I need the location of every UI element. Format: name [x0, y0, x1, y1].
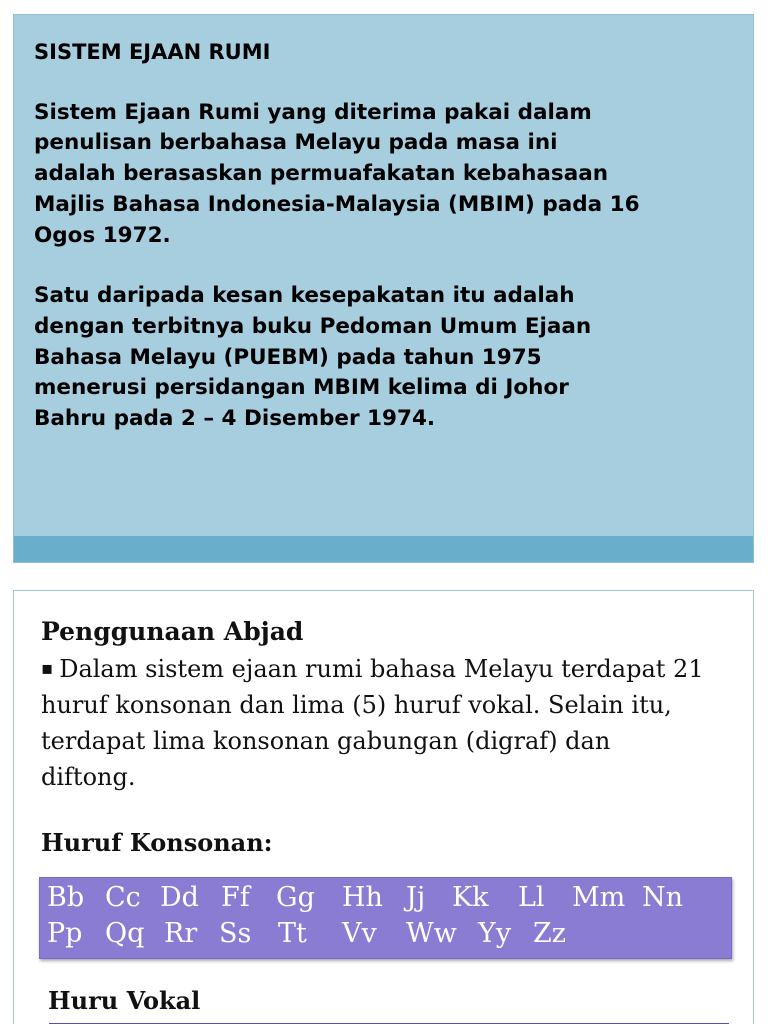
- letter-pair: Ll: [518, 882, 545, 913]
- letter-pair: Hh: [342, 882, 383, 913]
- paragraph-2: [34, 281, 744, 435]
- letter-pair: Gg: [276, 882, 315, 913]
- letter-pair: Dd: [160, 882, 199, 913]
- paragraph-1-line: adalah berasaskan permuafakatan kebahasaan: [34, 161, 609, 187]
- letter-pair: Yy: [478, 918, 512, 949]
- slide-2-heading: Penggunaan Abjad: [41, 617, 304, 646]
- paragraph-1-line: penulisan berbahasa Melayu pada masa ini: [34, 130, 558, 156]
- slide-1-bottom-bar: [14, 536, 753, 562]
- paragraph-1: [34, 98, 744, 252]
- slide-2: [13, 590, 754, 1024]
- paragraph-1-line: Sistem Ejaan Rumi yang diterima pakai dalam: [34, 99, 592, 125]
- paragraph-2-line: Satu daripada kesan kesepakatan itu adalah: [34, 283, 575, 309]
- paragraph-1-line: Majlis Bahasa Indonesia-Malaysia (MBIM) pada 16: [34, 191, 640, 217]
- letter-pair: Ww: [406, 918, 457, 949]
- slide-1-title: SISTEM EJAAN RUMI: [34, 40, 271, 64]
- slide-1: [13, 14, 754, 563]
- letter-pair: Tt: [278, 918, 307, 949]
- letter-pair: Nn: [642, 882, 684, 913]
- konsonan-letters-box: [39, 877, 732, 959]
- letter-pair: Pp: [47, 918, 83, 949]
- bullet-paragraph: [41, 651, 761, 795]
- letter-pair: Zz: [533, 918, 566, 949]
- slide-1-content: [34, 37, 744, 435]
- letter-pair: Ff: [221, 882, 250, 913]
- slide-2-text: [41, 613, 761, 795]
- bullet-line: Dalam sistem ejaan rumi bahasa Melayu terdapat 21: [59, 655, 704, 683]
- letter-pair: Qq: [105, 918, 145, 949]
- paragraph-1-line: Ogos 1972.: [34, 222, 171, 248]
- letter-pair: Kk: [452, 882, 489, 913]
- letter-pair: Cc: [105, 882, 141, 913]
- vokal-heading: Huru Vokal: [48, 986, 201, 1015]
- paragraph-2-line: Bahasa Melayu (PUEBM) pada tahun 1975: [34, 344, 542, 370]
- bullet-line: huruf konsonan dan lima (5) huruf vokal. Selain itu,: [41, 691, 672, 719]
- letter-pair: Rr: [164, 918, 198, 949]
- paragraph-2-line: dengan terbitnya buku Pedoman Umum Ejaan: [34, 313, 592, 339]
- letter-pair: Mm: [572, 882, 626, 913]
- letter-pair: Bb: [47, 882, 85, 913]
- bullet-icon: ▪: [41, 658, 54, 679]
- paragraph-2-line: menerusi persidangan MBIM kelima di Johor: [34, 375, 569, 401]
- bullet-line: terdapat lima konsonan gabungan (digraf) dan: [41, 727, 611, 755]
- paragraph-2-line: Bahru pada 2 – 4 Disember 1974.: [34, 406, 436, 432]
- konsonan-heading: Huruf Konsonan:: [41, 828, 273, 857]
- letter-pair: Vv: [342, 918, 377, 949]
- letter-pair: Ss: [219, 918, 252, 949]
- bullet-line: diftong.: [41, 763, 136, 791]
- letter-pair: Jj: [406, 882, 426, 913]
